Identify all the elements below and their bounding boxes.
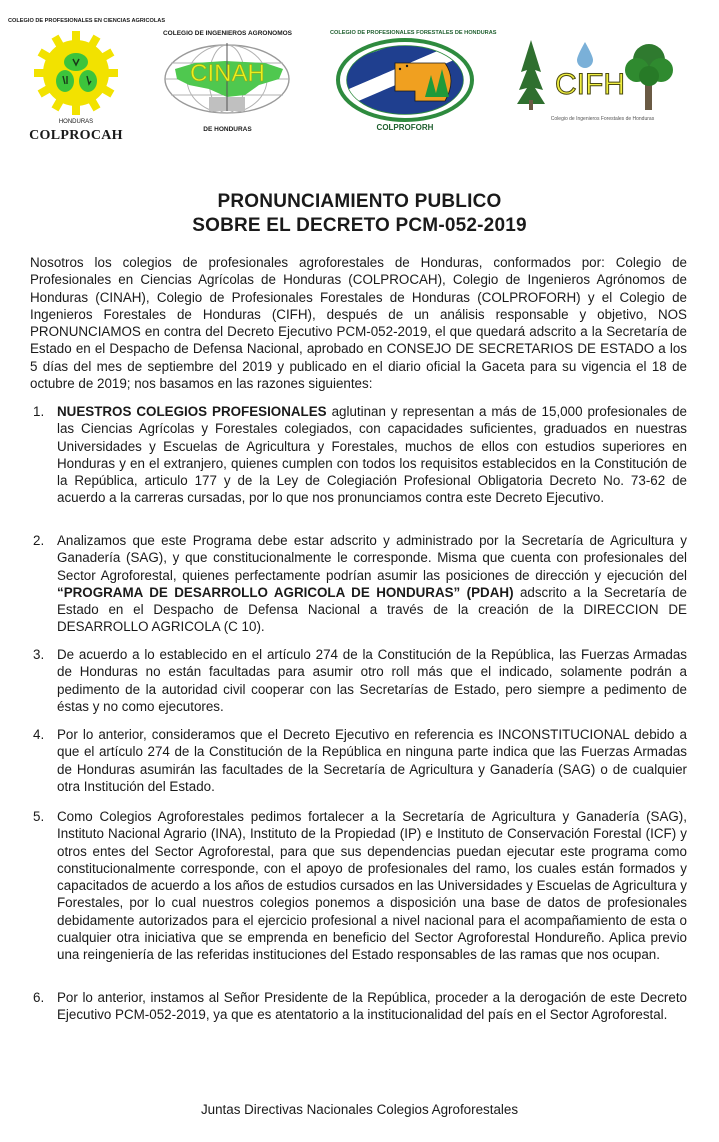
cinah-logo [155, 30, 300, 138]
list-text-after: adscrito a la Secretaría de Estado en el Despacho de Defensa Nacional a través de la creación de la DIRECCION DE DESARROLLO AGRICOLA (C 10). [57, 584, 687, 635]
colproforh-ring-text: COLEGIO DE PROFESIONALES FORESTALES DE HONDURAS [330, 30, 497, 36]
list-text-before: Analizamos que este Programa debe estar adscrito y administrado por la Secretaría de Agricultura y Ganadería (SAG), y que constitucionalmente le corresponde. Misma que cuenta con profesionales del Sector Agroforestal, quienes perfectamente podrían asumir las posiciones de dirección y ejecución del [57, 533, 687, 583]
colprocah-sub-text: HONDURAS [58, 119, 94, 125]
title-line-1: PRONUNCIAMIENTO PUBLICO [217, 191, 502, 212]
page-title [0, 190, 719, 238]
list-text: Por lo anterior, instamos al Señor Presidente de la República, proceder a la derogación de este Decreto Ejecutivo PCM-052-2019, ya que es atentatorio a la institucionalidad del país en el Sector Agroforestal. [57, 990, 687, 1023]
list-text: De acuerdo a lo establecido en el artículo 274 de la Constitución de la República, las Fuerzas Armadas de Honduras no están facultadas para asumir otro roll más que el indicado, solamente podrán a pedimento de la autoridad civil cooperar con las Secretarías de Estado, pero siempre a pedimento de éstas y no como ejecutores. [57, 647, 687, 714]
list-text [57, 532, 687, 636]
list-number: 3. [33, 647, 45, 662]
list-number: 4. [33, 727, 45, 742]
list-text: Por lo anterior, consideramos que el Decreto Ejecutivo en referencia es INCONSTITUCIONAL debido a que el artículo 274 de la Constitución de la República en ninguna parte indica que las Fuerzas Armadas de Honduras asumirán las facultades de la Secretaría de Agricultura y Ganadería (SAG) o de cualquier otra Institución del Estado. [57, 727, 687, 794]
header-logos [0, 0, 719, 150]
signature: Juntas Directivas Nacionales Colegios Agroforestales [200, 1102, 519, 1117]
colprocah-logo [8, 18, 166, 146]
list-text [57, 403, 687, 507]
intro-paragraph: Nosotros los colegios de profesionales agroforestales de Honduras, conformados por: Colegio de Profesionales en Ciencias Agrícolas de Honduras (COLPROCAH), Colegio de Ingenieros Agrónomos de Honduras (CINAH), Colegio de Profesionales Forestales de Honduras (COLPROFORH) y el Colegio de Ingenieros Forestales de Honduras (CIFH), después de un análisis responsable y objetivo, NOS PRONUNCIAMOS en contra del Decreto Ejecutivo PCM-052-2019, el que quedará adscrito a la Secretaría de Estado en el Despacho de Defensa Nacional, aprobado en CONSEJO DE SECRETARIOS DE ESTADO a los 5 días del mes de septiembre del 2019 y publicado en el diario oficial la Gaceta para su vigencia el 18 de octubre de 2019; nos basamos en las razones siguientes: [30, 255, 687, 392]
title-line-2: SOBRE EL DECRETO PCM-052-2019 [192, 215, 527, 236]
list-number: 6. [33, 990, 45, 1005]
list-text-body: aglutinan y representan a más de 15,000 profesionales de las Ciencias Agrícolas y Forestales colegiados, con capacidades suficientes, graduados en nuestras Universidades y Escuelas de Agricultura y Forestales, muchos de ellos con estudios superiores en Honduras y en el extranjero, quienes cumplen con todos los requisitos establecidos en la Constitución de la República, articulo 177 y de la Ley de Colegiación Profesional Obligatoria Decreto No. 73-62 de acuerdo a la carreras cursadas, por lo que nos pronunciamos contra este Decreto Ejecutivo. [57, 404, 687, 506]
list-bold-program: “PROGRAMA DE DESARROLLO AGRICOLA DE HONDURAS” (PDAH) [57, 584, 514, 600]
cinah-caption: CINAH [190, 60, 265, 87]
cinah-ring-text: COLEGIO DE INGENIEROS AGRONOMOS [162, 30, 293, 37]
colprocah-caption: COLPROCAH [29, 128, 123, 143]
colproforh-caption: COLPROFORH [376, 123, 434, 132]
cifh-logo [515, 38, 690, 128]
list-number: 5. [33, 809, 45, 824]
list-text: Como Colegios Agroforestales pedimos fortalecer a la Secretaría de Agricultura y Ganadería (SAG), Instituto Nacional Agrario (INA), Instituto de la Propiedad (IP) e Instituto de Conservación Forestal (ICF) y otros entes del Sector Agroforestal, para que sus dependencias puedan ejecutar este programa como constitucionalmente corresponde, con el apoyo de profesionales del ramo, los cuales están formados y capacitados de acuerdo a los años de estudios cursados en las Universidades y Escuelas de Agricultura y Forestales, por lo cual nuestros colegios ponemos a disposición una base de datos de profesionales debidamente autorizados para el ejercicio profesional a nivel nacional para el acompañamiento de esta o cualquier otra iniciativa que se emprenda en beneficio del Sector Agroforestal Hondureño. Aplica previo una reingeniería de las referidas instituciones del Estado responsables de las ramas que nos ocupan. [57, 809, 687, 963]
cifh-subtitle: Colegio de Ingenieros Forestales de Honduras [550, 116, 655, 122]
cifh-caption: CIFH [555, 68, 625, 101]
colprocah-ring-text: COLEGIO DE PROFESIONALES EN CIENCIAS AGRICOLAS [8, 18, 166, 24]
cinah-sub-text: DE HONDURAS [203, 126, 252, 133]
list-bold-lead: NUESTROS COLEGIOS PROFESIONALES [57, 404, 327, 419]
list-number: 2. [33, 533, 45, 548]
colproforh-logo [330, 30, 497, 134]
colprocah-gear-emblem [30, 27, 122, 119]
colproforh-oval-emblem [335, 38, 475, 122]
list-number: 1. [33, 404, 45, 419]
